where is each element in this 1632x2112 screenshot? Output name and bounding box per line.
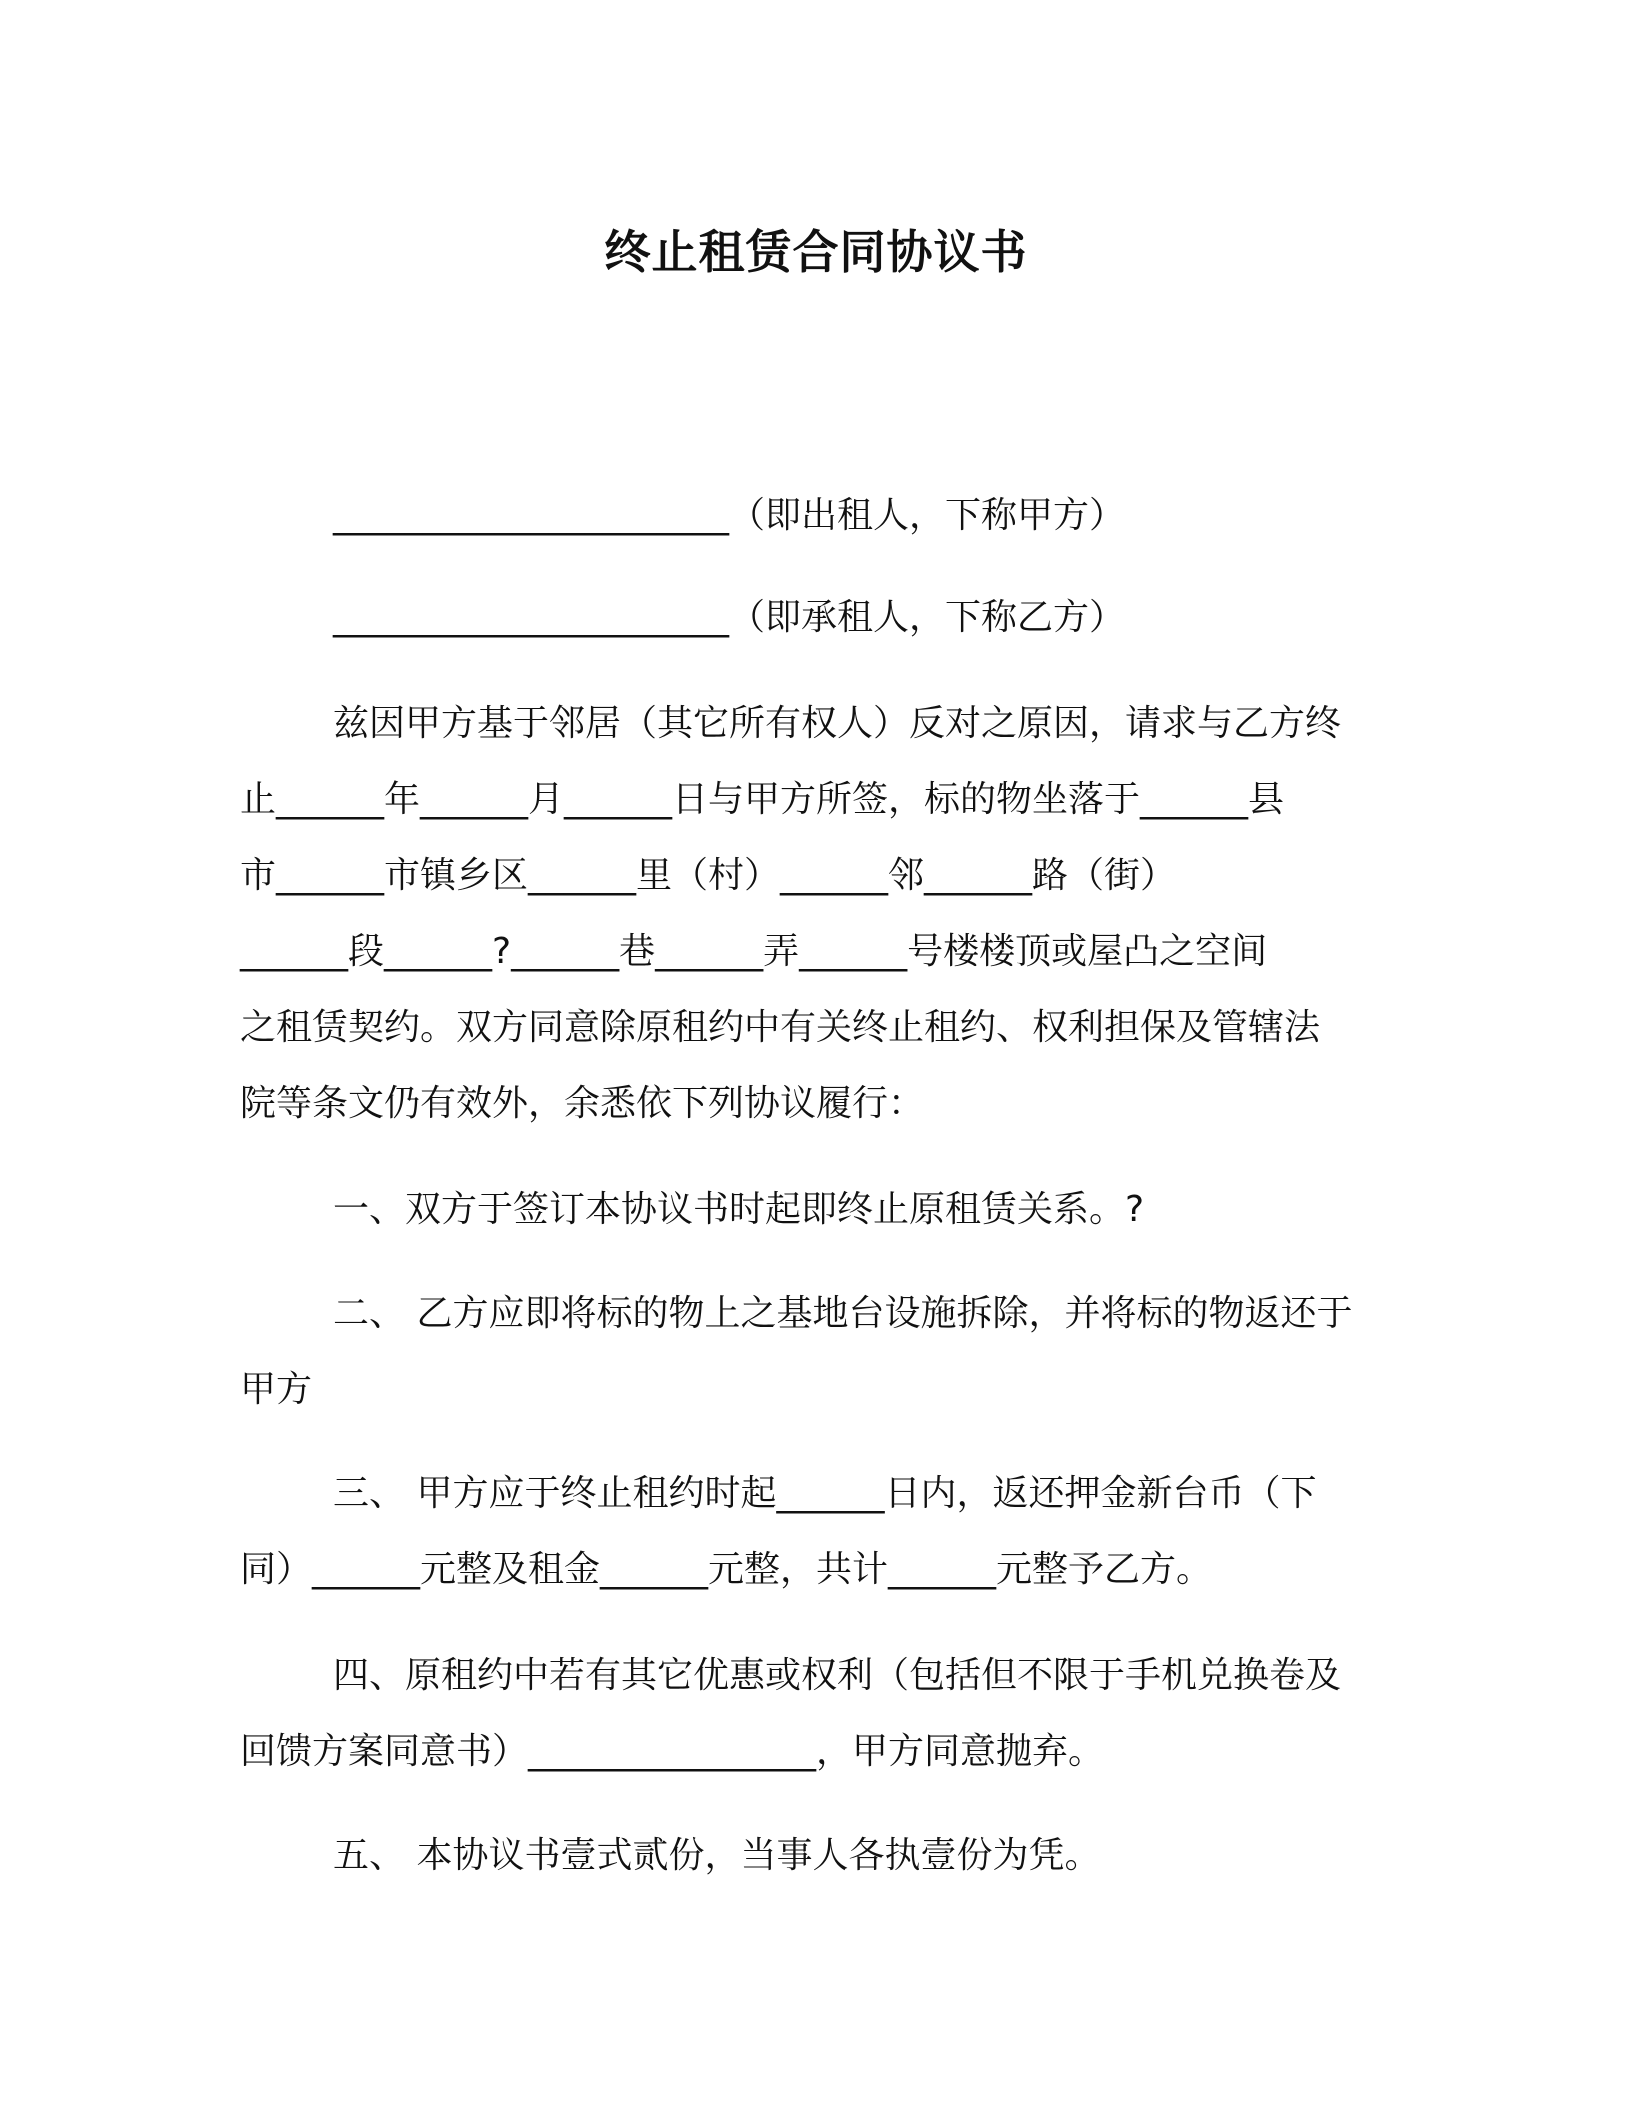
clause-2-line-1: 二、 乙方应即将标的物上之基地台设施拆除，并将标的物返还于 bbox=[333, 1293, 1353, 1334]
preamble-line-6: 院等条文仍有效外，余悉依下列协议履行： bbox=[240, 1083, 925, 1124]
party-b-line: ______________________（即承租人，下称乙方） bbox=[333, 597, 1126, 638]
preamble-line-3: 市______市镇乡区______里（村）______邻______路（街） bbox=[240, 855, 1177, 896]
clause-4-line-2: 回馈方案同意书）________________，甲方同意抛弃。 bbox=[240, 1731, 1105, 1772]
party-a-line: ______________________（即出租人，下称甲方） bbox=[333, 495, 1126, 536]
document-title: 终止租赁合同协议书 bbox=[604, 225, 1028, 279]
preamble-line-4: ______段______?______巷______弄______号楼楼顶或屋凸之空间 bbox=[240, 931, 1268, 972]
clause-5: 五、 本协议书壹式贰份，当事人各执壹份为凭。 bbox=[333, 1835, 1101, 1876]
clause-1: 一、双方于签订本协议书时起即终止原租赁关系。? bbox=[333, 1189, 1145, 1230]
clause-3-line-1: 三、 甲方应于终止租约时起______日内，返还押金新台币（下 bbox=[333, 1473, 1317, 1514]
preamble-line-2: 止______年______月______日与甲方所签，标的物坐落于______县 bbox=[240, 779, 1285, 820]
clause-3-line-2: 同）______元整及租金______元整，共计______元整予乙方。 bbox=[240, 1549, 1213, 1590]
clause-2-line-2: 甲方 bbox=[240, 1369, 313, 1410]
clause-4-line-1: 四、原租约中若有其它优惠或权利（包括但不限于手机兑换卷及 bbox=[333, 1655, 1342, 1696]
preamble-line-1: 兹因甲方基于邻居（其它所有权人）反对之原因，请求与乙方终 bbox=[333, 703, 1342, 744]
preamble-line-5: 之租赁契约。双方同意除原租约中有关终止租约、权利担保及管辖法 bbox=[240, 1007, 1321, 1048]
